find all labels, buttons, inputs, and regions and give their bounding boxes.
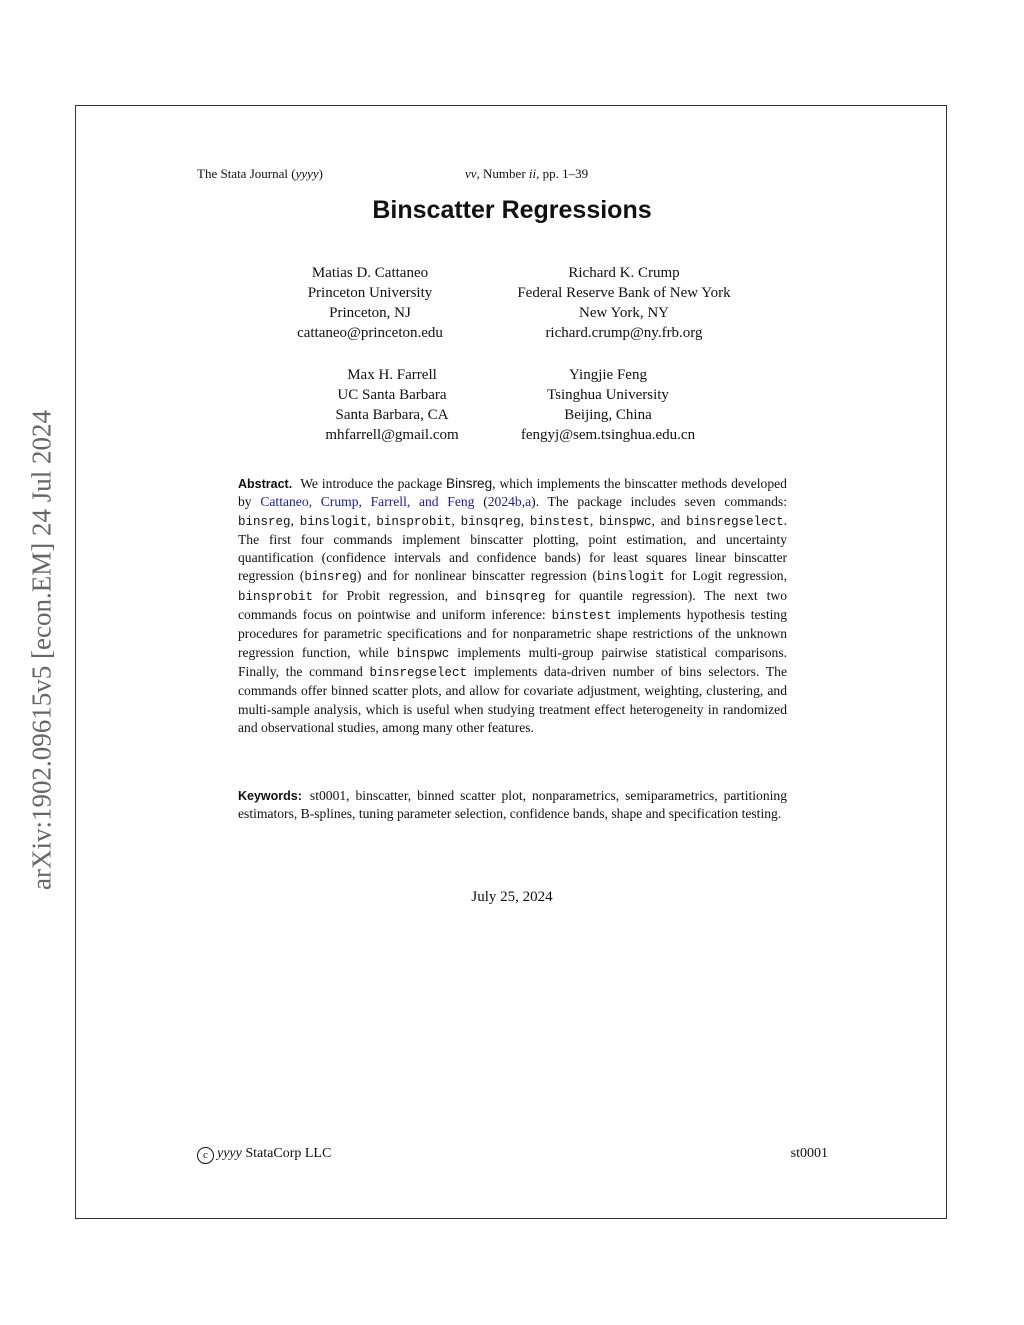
author-location: Princeton, NJ <box>329 305 411 321</box>
author-block <box>270 263 470 343</box>
command-name: binsprobit <box>238 589 314 604</box>
author-name: Yingjie Feng <box>569 367 647 383</box>
keywords <box>238 787 787 824</box>
author-affiliation: Federal Reserve Bank of New York <box>517 285 731 301</box>
paper-title: Binscatter Regressions <box>372 196 652 224</box>
journal-header <box>197 166 589 182</box>
author-name: Matias D. Cattaneo <box>311 265 429 281</box>
command-name: binsqreg <box>460 514 521 529</box>
command-name: binstest <box>529 514 590 529</box>
author-name: Richard K. Crump <box>568 265 680 281</box>
author-email: mhfarrell@gmail.com <box>325 427 459 443</box>
volume-info: vv, Number ii, pp. 1–39 <box>465 166 589 181</box>
command-name: binsqreg <box>485 589 546 604</box>
command-name: binspwc <box>396 646 450 661</box>
command-name: binsregselect <box>686 514 784 529</box>
publication-date: July 25, 2024 <box>471 889 553 905</box>
author-email: cattaneo@princeton.edu <box>297 325 443 341</box>
author-name: Max H. Farrell <box>347 367 437 383</box>
author-affiliation: Tsinghua University <box>547 387 669 403</box>
copyright-line: c yyyy StataCorp LLC <box>197 1146 331 1164</box>
author-block <box>292 365 492 445</box>
author-location: New York, NY <box>578 305 669 321</box>
article-id: st0001 <box>790 1146 828 1161</box>
command-name: binsreg <box>304 570 357 585</box>
keywords-label: Keywords: <box>238 789 302 803</box>
command-name: binslogit <box>299 514 368 529</box>
abstract: Abstract. We introduce the package Binsreg, which implements the binscatter methods developed by Cattaneo, Crump, Farrell, and Feng (2024b,a). The package includes seven commands: binsreg, binslogit, binsprobit, binsqreg, binstest, binspwc, and binsregselect. The first four commands implement binscatter plotting, point estimation, and uncertainty quantification (confidence intervals and confidence bands) for least squares linear binscatter regression (binsreg) and for nonlinear binscatter regression (binslogit for Logit regression, binsprobit for Probit regression, and binsqreg for quantile regression). The next two commands focus on pointwise and uniform inference: binstest implements hypothesis testing procedures for parametric specifications and for nonparametric shape restrictions of the unknown regression function, while binspwc implements multi-group pairwise statistical comparisons. Finally, the command binsregselect implements data-driven number of bins selectors. The commands offer binned scatter plots, and allow for covariate adjustment, weighting, clustering, and multi-sample analysis, which is useful when studying treatment effect heterogeneity in randomized and observational studies, among many other features. <box>238 476 788 735</box>
author-location: Santa Barbara, CA <box>335 407 449 423</box>
command-name: binsreg <box>238 514 291 529</box>
command-name: binstest <box>551 609 612 624</box>
abstract-label: Abstract. <box>238 477 293 491</box>
copyright-icon: c <box>197 1147 214 1164</box>
citation-year-link[interactable]: 2024b <box>487 494 522 510</box>
arxiv-stamp: arXiv:1902.09615v5 [econ.EM] 24 Jul 2024 <box>26 410 57 890</box>
author-email: richard.crump@ny.frb.org <box>545 325 703 341</box>
author-affiliation: Princeton University <box>307 285 433 301</box>
author-email: fengyj@sem.tsinghua.edu.cn <box>520 427 696 443</box>
command-name: binslogit <box>597 570 665 585</box>
command-name: binspwc <box>599 514 652 529</box>
keywords-text: st0001, binscatter, binned scatter plot, nonparametrics, semiparametrics, partitioning estimators, B-splines, tuning parameter selection, confidence bands, shape and specification testing. <box>238 788 787 822</box>
author-block <box>498 365 718 445</box>
citation-link[interactable]: Cattaneo, Crump, Farrell, and Feng <box>260 494 475 510</box>
author-block <box>474 263 774 343</box>
command-name: binsprobit <box>376 514 452 529</box>
package-name: Binsreg <box>446 476 493 491</box>
command-name: binsregselect <box>369 665 468 680</box>
citation-year-link[interactable]: a <box>525 494 532 510</box>
author-location: Beijing, China <box>564 407 652 423</box>
author-affiliation: UC Santa Barbara <box>337 387 447 403</box>
journal-name: The Stata Journal (yyyy) <box>197 166 323 181</box>
